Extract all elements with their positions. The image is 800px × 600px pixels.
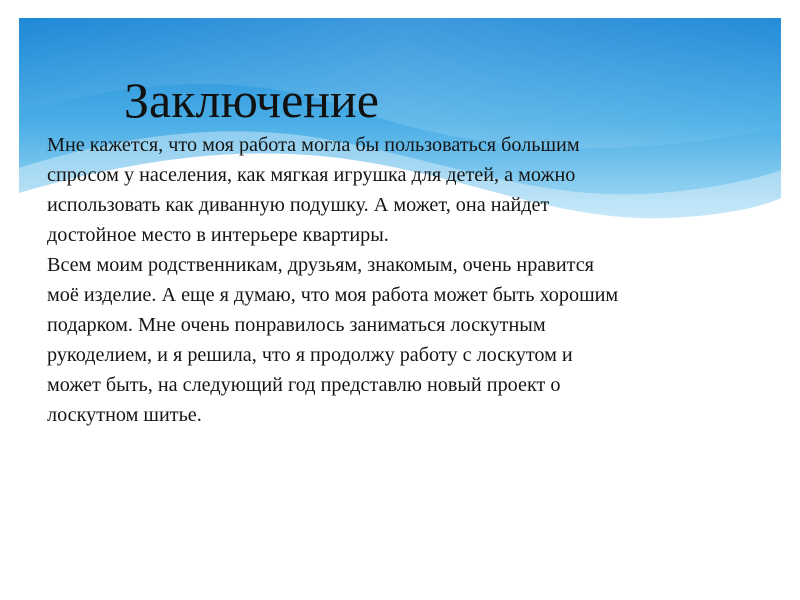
conclusion-text — [47, 130, 777, 430]
text-line: спросом у населения, как мягкая игрушка для детей, а можно — [47, 164, 576, 186]
text-line: достойное место в интерьере квартиры. — [47, 224, 389, 246]
text-line: Всем моим родственникам, друзьям, знакомым, очень нравится — [47, 254, 594, 276]
text-line: использовать как диванную подушку. А может, она найдет — [47, 194, 550, 216]
text-line: рукоделием, и я решила, что я продолжу работу с лоскутом и — [47, 344, 573, 366]
slide-title: Заключение — [124, 72, 379, 128]
slide — [19, 18, 781, 588]
text-line: лоскутном шитье. — [47, 404, 202, 426]
text-line: Мне кажется, что моя работа могла бы пользоваться большим — [47, 134, 580, 156]
text-line: моё изделие. А еще я думаю, что моя работа может быть хорошим — [47, 284, 619, 306]
text-line: может быть, на следующий год представлю новый проект о — [47, 374, 561, 396]
text-line: подарком. Мне очень понравилось заниматься лоскутным — [47, 314, 546, 336]
